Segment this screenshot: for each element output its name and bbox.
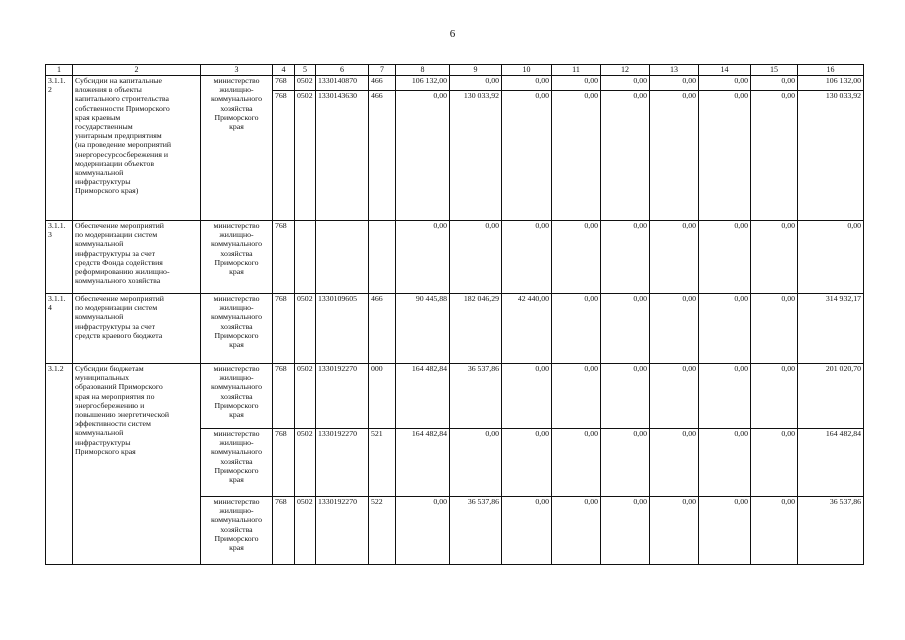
header-cell-10: 10	[502, 65, 552, 76]
amount-col-11: 0,00	[552, 91, 601, 221]
amount-col-11: 0,00	[552, 221, 601, 294]
amount-col-13: 0,00	[650, 294, 699, 364]
amount-col-11: 0,00	[552, 294, 601, 364]
header-cell-11: 11	[552, 65, 601, 76]
code-c6	[316, 221, 369, 294]
amount-col-11: 0,00	[552, 497, 601, 565]
code-c4: 768	[273, 91, 295, 221]
row-name: Обеспечение мероприятий по модернизации систем коммунальной инфраструктуры за счет средств краевого бюджета	[73, 294, 201, 364]
amount-col-12: 0,00	[601, 76, 650, 91]
row-code: 3.1.1. 4	[46, 294, 73, 364]
amount-col-10: 0,00	[502, 429, 552, 497]
code-c6: 1330192270	[316, 429, 369, 497]
code-c6: 1330143630	[316, 91, 369, 221]
row-code: 3.1.2	[46, 364, 73, 565]
code-c4: 768	[273, 221, 295, 294]
header-row	[46, 65, 864, 76]
amount-col-15: 0,00	[751, 429, 798, 497]
header-cell-8: 8	[396, 65, 450, 76]
header-cell-12: 12	[601, 65, 650, 76]
amount-col-8: 164 482,84	[396, 364, 450, 429]
page-number: 6	[449, 28, 456, 40]
code-c5: 0502	[295, 76, 316, 91]
code-c4: 768	[273, 497, 295, 565]
amount-col-11: 0,00	[552, 76, 601, 91]
header-cell-13: 13	[650, 65, 699, 76]
amount-col-8: 0,00	[396, 497, 450, 565]
amount-col-9: 36 537,86	[450, 497, 502, 565]
table-row	[46, 76, 864, 91]
header-cell-16: 16	[798, 65, 864, 76]
row-name: Субсидии бюджетам муниципальных образований Приморского края на мероприятия по энергосбережению и повышению энергетической эффективности систем коммунальной инфраструктуры Приморского края	[73, 364, 201, 565]
amount-col-9: 130 033,92	[450, 91, 502, 221]
code-c4: 768	[273, 364, 295, 429]
row-executor: министерство жилищно- коммунального хозяйства Приморского края	[201, 497, 273, 565]
amount-col-9: 36 537,86	[450, 364, 502, 429]
amount-col-13: 0,00	[650, 497, 699, 565]
row-executor: министерство жилищно- коммунального хозяйства Приморского края	[201, 221, 273, 294]
amount-col-12: 0,00	[601, 91, 650, 221]
amount-col-16: 164 482,84	[798, 429, 864, 497]
header-cell-4: 4	[273, 65, 295, 76]
code-c6: 1330140870	[316, 76, 369, 91]
header-cell-3: 3	[201, 65, 273, 76]
code-c6: 1330192270	[316, 364, 369, 429]
header-cell-7: 7	[369, 65, 396, 76]
code-c7: 466	[369, 91, 396, 221]
amount-col-12: 0,00	[601, 497, 650, 565]
row-code: 3.1.1. 3	[46, 221, 73, 294]
amount-col-14: 0,00	[699, 497, 751, 565]
amount-col-15: 0,00	[751, 497, 798, 565]
amount-col-12: 0,00	[601, 364, 650, 429]
header-cell-6: 6	[316, 65, 369, 76]
code-c7: 521	[369, 429, 396, 497]
amount-col-8: 106 132,00	[396, 76, 450, 91]
amount-col-16: 201 020,70	[798, 364, 864, 429]
code-c7	[369, 221, 396, 294]
code-c5: 0502	[295, 497, 316, 565]
table-row	[46, 364, 864, 429]
amount-col-9: 0,00	[450, 221, 502, 294]
code-c7: 466	[369, 76, 396, 91]
amount-col-10: 0,00	[502, 364, 552, 429]
code-c5	[295, 221, 316, 294]
amount-col-14: 0,00	[699, 429, 751, 497]
amount-col-10: 0,00	[502, 76, 552, 91]
amount-col-10: 0,00	[502, 91, 552, 221]
code-c5: 0502	[295, 429, 316, 497]
amount-col-15: 0,00	[751, 294, 798, 364]
amount-col-16: 106 132,00	[798, 76, 864, 91]
row-name: Субсидии на капитальные вложения в объекты капитального строительства собственности Приморского края краевым государственным унитарным предприятиям (на проведение мероприятий энергоресурсосбережения и модернизации объектов коммунальной инфраструктуры Приморского края)	[73, 76, 201, 221]
code-c5: 0502	[295, 294, 316, 364]
amount-col-15: 0,00	[751, 364, 798, 429]
amount-col-16: 130 033,92	[798, 91, 864, 221]
table-row	[46, 294, 864, 364]
amount-col-9: 0,00	[450, 429, 502, 497]
code-c5: 0502	[295, 364, 316, 429]
code-c4: 768	[273, 429, 295, 497]
header-cell-5: 5	[295, 65, 316, 76]
amount-col-9: 0,00	[450, 76, 502, 91]
row-name: Обеспечение мероприятий по модернизации систем коммунальной инфраструктуры за счет средств Фонда содействия реформированию жилищно- коммунального хозяйства	[73, 221, 201, 294]
code-c7: 522	[369, 497, 396, 565]
row-executor: министерство жилищно- коммунального хозяйства Приморского края	[201, 76, 273, 221]
amount-col-9: 182 046,29	[450, 294, 502, 364]
amount-col-11: 0,00	[552, 429, 601, 497]
row-executor: министерство жилищно- коммунального хозяйства Приморского края	[201, 294, 273, 364]
amount-col-15: 0,00	[751, 91, 798, 221]
amount-col-12: 0,00	[601, 294, 650, 364]
budget-table	[45, 64, 864, 565]
amount-col-13: 0,00	[650, 429, 699, 497]
amount-col-8: 0,00	[396, 91, 450, 221]
header-cell-15: 15	[751, 65, 798, 76]
amount-col-10: 0,00	[502, 221, 552, 294]
code-c7: 000	[369, 364, 396, 429]
amount-col-8: 90 445,88	[396, 294, 450, 364]
amount-col-16: 36 537,86	[798, 497, 864, 565]
code-c5: 0502	[295, 91, 316, 221]
row-executor: министерство жилищно- коммунального хозяйства Приморского края	[201, 429, 273, 497]
amount-col-14: 0,00	[699, 91, 751, 221]
amount-col-15: 0,00	[751, 221, 798, 294]
amount-col-13: 0,00	[650, 364, 699, 429]
amount-col-14: 0,00	[699, 76, 751, 91]
header-cell-9: 9	[450, 65, 502, 76]
amount-col-10: 42 440,00	[502, 294, 552, 364]
table-row	[46, 221, 864, 294]
code-c6: 1330192270	[316, 497, 369, 565]
code-c7: 466	[369, 294, 396, 364]
amount-col-13: 0,00	[650, 221, 699, 294]
amount-col-12: 0,00	[601, 221, 650, 294]
amount-col-16: 0,00	[798, 221, 864, 294]
code-c4: 768	[273, 76, 295, 91]
amount-col-10: 0,00	[502, 497, 552, 565]
header-cell-14: 14	[699, 65, 751, 76]
amount-col-12: 0,00	[601, 429, 650, 497]
amount-col-16: 314 932,17	[798, 294, 864, 364]
amount-col-13: 0,00	[650, 91, 699, 221]
amount-col-8: 164 482,84	[396, 429, 450, 497]
code-c4: 768	[273, 294, 295, 364]
header-cell-2: 2	[73, 65, 201, 76]
amount-col-11: 0,00	[552, 364, 601, 429]
amount-col-14: 0,00	[699, 294, 751, 364]
amount-col-14: 0,00	[699, 364, 751, 429]
row-executor: министерство жилищно- коммунального хозяйства Приморского края	[201, 364, 273, 429]
amount-col-14: 0,00	[699, 221, 751, 294]
code-c6: 1330109605	[316, 294, 369, 364]
amount-col-15: 0,00	[751, 76, 798, 91]
row-code: 3.1.1. 2	[46, 76, 73, 221]
amount-col-13: 0,00	[650, 76, 699, 91]
header-cell-1: 1	[46, 65, 73, 76]
amount-col-8: 0,00	[396, 221, 450, 294]
